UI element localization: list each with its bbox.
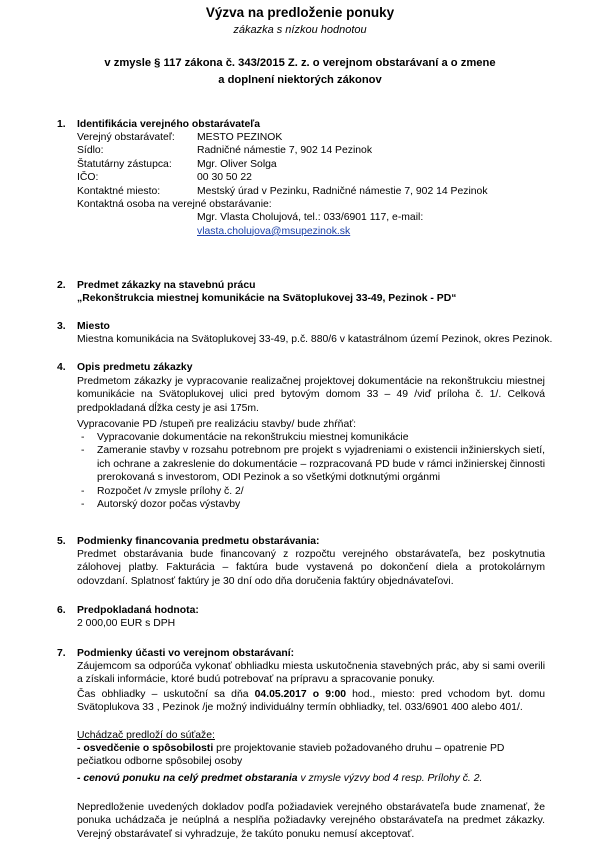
estimated-value: 2 000,00 EUR s DPH (77, 618, 176, 629)
id-row-ico (77, 171, 423, 184)
id-row-seat (77, 144, 423, 157)
contract-name: „Rekonštrukcia miestnej komunikácie na Svätoplukovej 33-49, Pezinok - PD“ (77, 293, 457, 304)
required-document-2 (77, 772, 545, 785)
section-1-number: 1. (57, 119, 66, 130)
id-label: Verejný obstarávateľ: (77, 132, 175, 143)
doc-2-title: - cenovú ponuku na celý predmet obstarania (77, 773, 298, 784)
section-5-heading: Podmienky financovania predmetu obstarávania: (77, 536, 320, 547)
section-2-heading: Predmet zákazky na stavebnú prácu (77, 280, 256, 291)
page-subtitle: zákazka s nízkou hodnotou (233, 24, 367, 36)
law-reference-line-2: a doplnení niektorých zákonov (218, 74, 382, 86)
section-1-heading: Identifikácia verejného obstarávateľa (77, 119, 261, 130)
page-title: Výzva na predloženie ponuky (205, 5, 395, 20)
id-label: Kontaktné miesto: (77, 185, 161, 197)
section-2-number: 2. (57, 280, 66, 291)
scope-intro: Vypracovanie PD /stupeň pre realizáciu stavby/ bude zhŕňať: (77, 419, 357, 430)
required-documents-heading: Uchádzač predloží do súťaže: (77, 730, 215, 741)
scope-item: - Rozpočet /v zmysle prílohy č. 2/ (77, 485, 545, 498)
financing-text: Predmet obstarávania bude financovaný z rozpočtu verejného obstarávateľa, bez poskytnutia zálohovej platby. Fakturácia – faktúra bude vystavená po dokončení diela a protokolárnym odovzdaní. Splatnosť faktúry je 30 dní odo dňa doručenia faktúry objednávateľovi. (77, 549, 545, 587)
section-7-number: 7. (57, 648, 66, 659)
section-4-heading: Opis predmetu zákazky (77, 362, 193, 373)
id-label: IČO: (77, 172, 99, 184)
contact-person-label: Kontaktná osoba na verejné obstarávanie: (77, 198, 272, 210)
section-7-heading: Podmienky účasti vo verejnom obstarávaní: (77, 648, 295, 659)
id-row-contact-place (77, 185, 488, 198)
contact-person: Mgr. Vlasta Cholujová, tel.: 033/6901 117, e-mail: (197, 212, 424, 224)
scope-item: - Vypracovanie dokumentácie na rekonštrukciu miestnej komunikácie (77, 431, 545, 444)
id-label: Sídlo: (77, 145, 104, 157)
id-value: MESTO PEZINOK (197, 132, 283, 143)
description-paragraph: Predmetom zákazky je vypracovanie realizačnej projektovej dokumentácie na rekonštrukciu miestnej komunikácie na Svätoplukovej ulici pred bytovým domom 33 – 49 /viď príloha č. 1/. Celková predpokladaná dĺžka cesty je asi 175m. (77, 376, 545, 414)
section-3-number: 3. (57, 321, 66, 332)
inspection-time-detail: hod., miesto: pred vchodom byt. domu Svätoplukova 33 , Pezinok /je možný individuálny termín obhliadky, tel. 033/6901 400 alebo 401/. (77, 689, 546, 714)
location-text: Miestna komunikácia na Svätoplukovej 33-49, p.č. 880/6 v katastrálnom území Pezinok, okres Pezinok. (77, 334, 553, 345)
inspection-time (77, 688, 545, 715)
id-value: Radničné námestie 7, 902 14 Pezinok (197, 145, 373, 157)
required-document-1 (77, 742, 545, 769)
contact-email-link[interactable]: vlasta.cholujova@msupezinok.sk (197, 225, 351, 237)
inspection-time-lead: Čas obhliadky – uskutoční sa dňa (77, 689, 255, 700)
section-4-number: 4. (57, 362, 66, 373)
law-reference-line-1: v zmysle § 117 zákona č. 343/2015 Z. z. o verejnom obstarávaní a o zmene (104, 57, 496, 69)
doc-2-detail: v zmysle výzvy bod 4 resp. Prílohy č. 2. (297, 773, 483, 784)
id-value: Mgr. Oliver Solga (197, 158, 277, 170)
identification-table (77, 131, 488, 238)
id-value: Mestský úrad v Pezinku, Radničné námestie 7, 902 14 Pezinok (197, 185, 488, 197)
scope-item: - Zameranie stavby v rozsahu potrebnom pre projekt s vyjadreniami o existencii inžinierskych sietí, ich ochrane a zakreslenie do dokumentácie – rozpracovaná PD bude v rámci inžinierskej činnosti prerokovaná s investorom, ODI Pezinok a so všetkými dotknutými orgánmi (77, 444, 545, 484)
closing-paragraph: Nepredloženie uvedených dokladov podľa požiadaviek verejného obstarávateľa bude znamenať, že ponuka uchádzača je neúplná a nesplňa požiadavky verejného obstarávateľa na predmet zákazky. Verejný obstarávateľ si vyhradzuje, že takúto ponuku nemusí akceptovať. (77, 802, 545, 840)
scope-list (77, 431, 545, 511)
section-6-heading: Predpokladaná hodnota: (77, 605, 199, 616)
section-5-number: 5. (57, 536, 66, 547)
doc-1-detail: pre projektovanie stavieb požadovaného druhu – opatrenie PD pečiatkou odborne spôsobilej osoby (77, 743, 505, 768)
id-row-statutory (77, 158, 423, 171)
id-label: Štatutárny zástupca: (77, 158, 172, 170)
section-6-number: 6. (57, 605, 66, 616)
id-row-authority (77, 131, 423, 144)
scope-item: - Autorský dozor počas výstavby (77, 498, 545, 511)
inspection-date: 04.05.2017 o 9:00 (254, 689, 347, 700)
id-value: 00 30 50 22 (197, 172, 252, 184)
section-3-heading: Miesto (77, 321, 110, 332)
inspection-recommendation: Záujemcom sa odporúča vykonať obhliadku miesta uskutočnenia stavebných prác, aby si sami overili a získali informácie, ktoré budú potrebovať na prípravu a spracovanie ponuky. (77, 661, 545, 686)
doc-1-title: - osvedčenie o spôsobilosti (77, 743, 214, 754)
